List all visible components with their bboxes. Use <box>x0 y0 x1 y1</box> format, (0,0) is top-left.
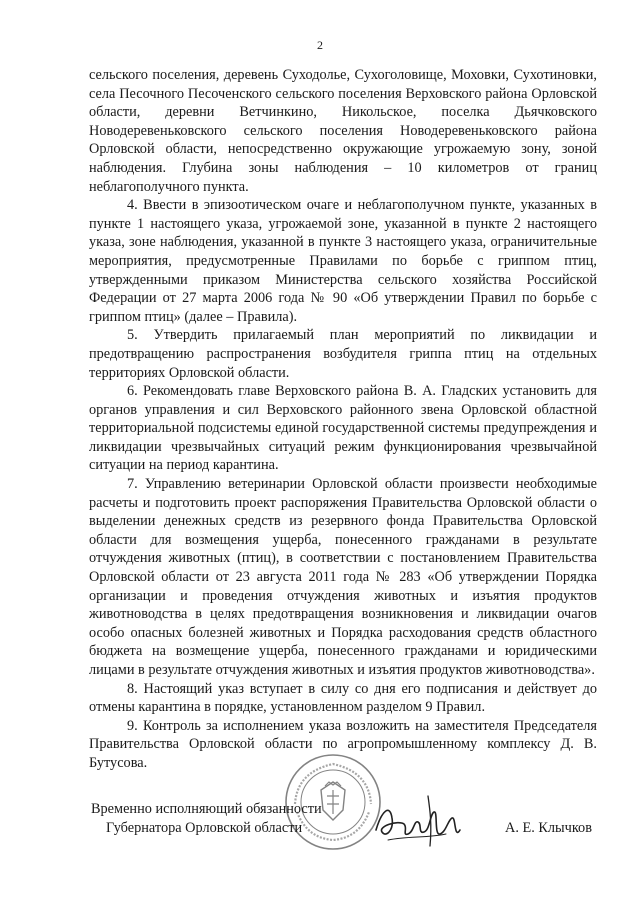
document-body <box>89 66 597 773</box>
signatory-position-line-1: Временно исполняющий обязанности <box>91 801 322 817</box>
signatory-name: А. Е. Клычков <box>505 820 592 836</box>
paragraph-item-4: 4. Ввести в эпизоотическом очаге и неблагополучном пункте, указанных в пункте 1 настоящего указа, угрожаемой зоне, указанной в пункте 2 настоящего указа, зоне наблюдения, указанной в пункте 3 настоящего указа, ограничительные мероприятия, предусмотренные Правилами по борьбе с гриппом птиц, утвержденными приказом Министерства сельского хозяйства Российской Федерации от 27 марта 2006 года № 90 «Об утверждении Правил по борьбе с гриппом птиц» (далее – Правила). <box>89 197 597 325</box>
paragraph-item-8: 8. Настоящий указ вступает в силу со дня его подписания и действует до отмены карантина в порядке, установленном разделом 9 Правил. <box>89 680 597 716</box>
paragraph-item-7: 7. Управлению ветеринарии Орловской области произвести необходимые расчеты и подготовить проект распоряжения Правительства Орловской области о выделении денежных средств из резервного фонда Правительства Орловской области для возмещения ущерба, понесенного гражданами в результате отчуждения животных (птиц), в соответствии с постановлением Правительства Орловской области от 23 августа 2011 года № 283 «Об утверждении Порядка организации и проведения отчуждения животных и изъятия продуктов животноводства в целях предотвращения возникновения и ликвидации очагов особо опасных болезней животных и Порядка расходования средств областного бюджета на возмещение ущерба, понесенного гражданами и юридическими лицами в результате отчуждения животных и изъятия продуктов животноводства». <box>89 476 597 678</box>
paragraph-continuation: сельского поселения, деревень Суходолье, Сухоголовище, Моховки, Сухотиновки, села Песочного Песоченского сельского поселения Верховского района Орловской области, деревни Ветчинкино, Никольское, поселка Дьячковского Новодеревеньковского сельского поселения Новодеревеньковского района Орловской области, непосредственно окружающие угрожаемую зону, зоной наблюдения. Глубина зоны наблюдения – 10 километров от границ неблагополучного пункта. <box>89 67 597 195</box>
signature-block <box>0 788 640 858</box>
page-number: 2 <box>317 38 323 52</box>
paragraph-item-9: 9. Контроль за исполнением указа возложить на заместителя Председателя Правительства Орловской области по агропромышленному комплексу Д. В. Бутусова. <box>89 717 597 771</box>
paragraph-item-5: 5. Утвердить прилагаемый план мероприятий по ликвидации и предотвращению распространения возбудителя гриппа птиц на отдельных территориях Орловской области. <box>89 327 597 381</box>
signatory-position-line-2: Губернатора Орловской области <box>106 820 303 836</box>
paragraph-item-6: 6. Рекомендовать главе Верховского района В. А. Гладских установить для органов управления и сил Верховского районного звена Орловской областной территориальной подсистемы единой государственной системы предупреждения и ликвидации чрезвычайных ситуаций режим функционирования чрезвычайной ситуации на период карантина. <box>89 383 597 474</box>
handwritten-signature-icon <box>368 790 468 850</box>
